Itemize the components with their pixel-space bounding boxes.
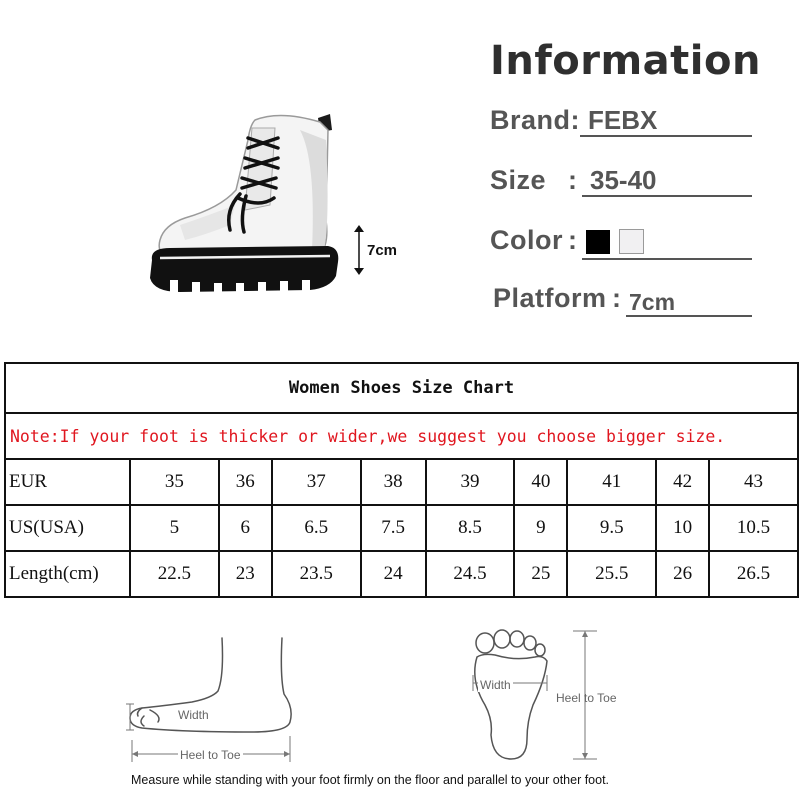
table-cell: 23.5 — [272, 551, 361, 597]
foot-side-view-diagram — [122, 636, 312, 766]
table-cell: 9.5 — [567, 505, 656, 551]
size-chart-title: Women Shoes Size Chart — [5, 363, 798, 413]
brand-row — [490, 100, 760, 140]
table-cell: 5 — [130, 505, 219, 551]
size-label: Size — [490, 165, 547, 195]
side-length-label: Heel to Toe — [180, 748, 241, 762]
table-cell: 35 — [130, 459, 219, 505]
table-cell: 22.5 — [130, 551, 219, 597]
table-cell: 26 — [656, 551, 709, 597]
table-cell: 9 — [514, 505, 567, 551]
side-width-label: Width — [178, 708, 209, 722]
table-cell: 8.5 — [426, 505, 515, 551]
table-cell: 26.5 — [709, 551, 798, 597]
table-cell: 40 — [514, 459, 567, 505]
row-label-length: Length(cm) — [5, 551, 130, 597]
table-row — [5, 551, 798, 597]
boot-image — [140, 100, 345, 305]
table-cell: 24.5 — [426, 551, 515, 597]
table-cell: 41 — [567, 459, 656, 505]
size-value: 35-40 — [590, 165, 657, 195]
platform-value: 7cm — [629, 289, 676, 315]
platform-underline — [626, 315, 752, 317]
table-cell: 24 — [361, 551, 426, 597]
color-underline — [582, 258, 752, 260]
size-chart-note: Note:If your foot is thicker or wider,we suggest you choose bigger size. — [5, 413, 798, 459]
information-title: Information — [490, 38, 761, 84]
platform-row — [490, 278, 760, 318]
brand-value: FEBX — [588, 105, 658, 135]
table-cell: 36 — [219, 459, 272, 505]
table-cell: 25 — [514, 551, 567, 597]
table-row — [5, 459, 798, 505]
table-cell: 6 — [219, 505, 272, 551]
table-cell: 7.5 — [361, 505, 426, 551]
size-colon: : — [568, 165, 578, 195]
color-row — [490, 220, 760, 260]
table-cell: 6.5 — [272, 505, 361, 551]
color-swatch-white — [619, 229, 644, 254]
size-row — [490, 160, 760, 200]
measure-caption: Measure while standing with your foot firmly on the floor and parallel to your other foot. — [131, 773, 610, 787]
table-cell: 25.5 — [567, 551, 656, 597]
brand-label: Brand: — [490, 105, 580, 135]
table-cell: 42 — [656, 459, 709, 505]
sole-length-label: Heel to Toe — [556, 691, 617, 705]
platform-colon: : — [612, 283, 622, 313]
color-swatch-black — [586, 230, 610, 254]
table-cell: 39 — [426, 459, 515, 505]
row-label-eur: EUR — [5, 459, 130, 505]
sole-width-label: Width — [480, 678, 511, 692]
table-row — [5, 505, 798, 551]
table-cell: 37 — [272, 459, 361, 505]
color-label: Color — [490, 225, 563, 255]
brand-underline — [580, 135, 752, 137]
height-arrow-icon — [352, 223, 366, 277]
color-colon: : — [568, 225, 578, 255]
size-underline — [582, 195, 752, 197]
table-cell: 10.5 — [709, 505, 798, 551]
table-cell: 23 — [219, 551, 272, 597]
table-cell: 43 — [709, 459, 798, 505]
table-cell: 38 — [361, 459, 426, 505]
platform-label: Platform — [493, 283, 607, 313]
platform-height-label: 7cm — [367, 242, 398, 259]
table-cell: 10 — [656, 505, 709, 551]
row-label-us: US(USA) — [5, 505, 130, 551]
size-chart-table — [4, 362, 799, 598]
